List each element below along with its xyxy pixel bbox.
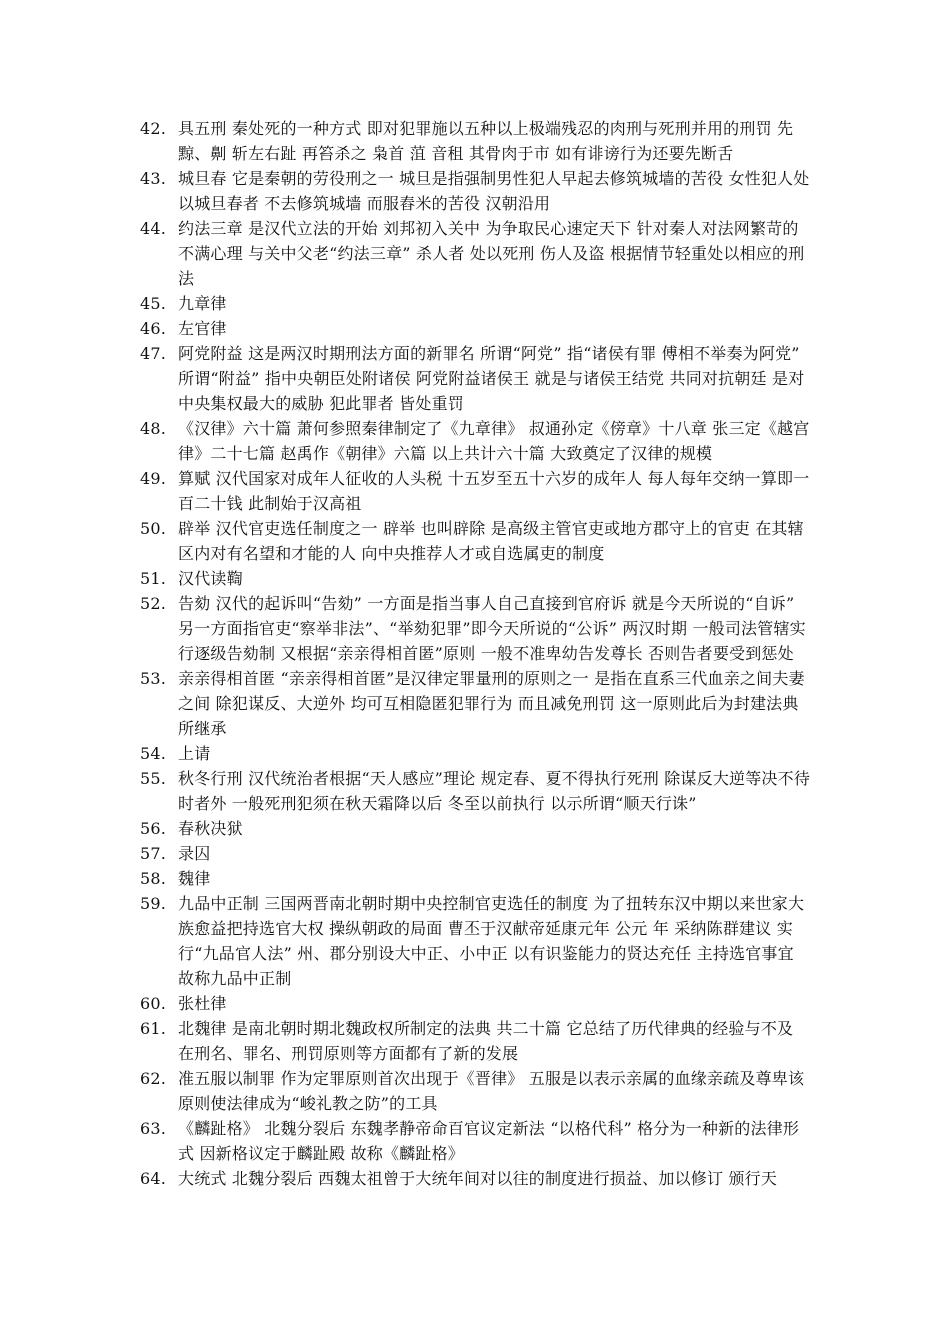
item-text: 春秋决狱	[178, 819, 243, 838]
item-text: 城旦春 它是秦朝的劳役刑之一 城旦是指强制男性犯人早起去修筑城墙的苦役 女性犯人处以城旦春者 不去修筑城墙 而服舂米的苦役 汉朝沿用	[178, 169, 810, 213]
item-number: 49.	[140, 469, 167, 488]
item-text: 秋冬行刑 汉代统治者根据“天人感应”理论 规定春、夏不得执行死刑 除谋反大逆等决不待时者外 一般死刑犯须在秋天霜降以后 冬至以前执行 以示所谓“顺天行诛”	[178, 769, 811, 813]
list-item	[0, 316, 813, 341]
item-number: 47.	[140, 344, 167, 363]
item-number: 50.	[140, 519, 167, 538]
item-number: 45.	[140, 294, 167, 313]
item-number: 44.	[140, 219, 167, 238]
list-item	[0, 666, 813, 741]
list-item	[0, 516, 813, 566]
item-text: 九章律	[178, 294, 227, 313]
item-text: 准五服以制罪 作为定罪原则首次出现于《晋律》 五服是以表示亲属的血缘亲疏及尊卑该原则使法律成为“峻礼教之防”的工具	[178, 1069, 805, 1113]
item-number: 57.	[140, 844, 167, 863]
list-item	[0, 416, 813, 466]
item-text: 录囚	[178, 844, 211, 863]
item-number: 42.	[140, 119, 167, 138]
item-number: 60.	[140, 994, 167, 1013]
list-item	[0, 291, 813, 316]
list-item	[0, 741, 813, 766]
item-text: 张杜律	[178, 994, 227, 1013]
item-number: 53.	[140, 669, 167, 688]
item-text: 具五刑 秦处死的一种方式 即对犯罪施以五种以上极端残忍的肉刑与死刑并用的刑罚 先黥、劓 斩左右趾 再笞杀之 枭首 菹 音租 其骨肉于市 如有诽谤行为还要先断舌	[178, 119, 794, 163]
item-number: 43.	[140, 169, 167, 188]
item-number: 63.	[140, 1119, 167, 1138]
item-number: 62.	[140, 1069, 167, 1088]
item-text: 大统式 北魏分裂后 西魏太祖曾于大统年间对以往的制度进行损益、加以修订 颁行天	[178, 1169, 778, 1188]
item-number: 48.	[140, 419, 167, 438]
item-text: 汉代读鞫	[178, 569, 243, 588]
list-item	[0, 1116, 813, 1166]
item-text: 上请	[178, 744, 211, 763]
item-text: 阿党附益 这是两汉时期刑法方面的新罪名 所谓“阿党” 指“诸侯有罪 傅相不举奏为阿党” 所谓“附益” 指中央朝臣处附诸侯 阿党附益诸侯王 就是与诸侯王结党 共同对抗朝廷 是对中央集权最大的威胁 犯此罪者 皆处重罚	[178, 344, 805, 413]
list-item	[0, 816, 813, 841]
list-item	[0, 466, 813, 516]
item-text: 左官律	[178, 319, 227, 338]
item-number: 64.	[140, 1169, 167, 1188]
list-item	[0, 866, 813, 891]
list-item	[0, 341, 813, 416]
list-item	[0, 566, 813, 591]
item-text: 亲亲得相首匿 “亲亲得相首匿”是汉律定罪量刑的原则之一 是指在直系三代血亲之间夫妻之间 除犯谋反、大逆外 均可互相隐匿犯罪行为 而且减免刑罚 这一原则此后为封建法典所继承	[178, 669, 805, 738]
list-item	[0, 891, 813, 991]
item-text: 魏律	[178, 869, 211, 888]
item-number: 55.	[140, 769, 167, 788]
item-number: 54.	[140, 744, 167, 763]
item-text: 《麟趾格》 北魏分裂后 东魏孝静帝命百官议定新法 “以格代科” 格分为一种新的法律形式 因新格议定于麟趾殿 故称《麟趾格》	[178, 1119, 800, 1163]
list-item	[0, 591, 813, 666]
item-number: 58.	[140, 869, 167, 888]
list-item	[0, 1016, 813, 1066]
item-text: 约法三章 是汉代立法的开始 刘邦初入关中 为争取民心速定天下 针对秦人对法网繁苛的不满心理 与关中父老“约法三章” 杀人者 处以死刑 伤人及盗 根据情节轻重处以相应的刑法	[178, 219, 805, 288]
list-item	[0, 116, 813, 166]
list-item	[0, 991, 813, 1016]
item-text: 告劾 汉代的起诉叫“告劾” 一方面是指当事人自己直接到官府诉 就是今天所说的“自诉” 另一方面指官吏“察举非法”、“举劾犯罪”即今天所说的“公诉” 两汉时期 一般司法管辖实行逐级告劾制 又根据“亲亲得相首匿”原则 一般不准卑幼告发尊长 否则告者要受到惩处	[178, 594, 806, 663]
list-item	[0, 1166, 813, 1191]
item-text: 《汉律》六十篇 萧何参照秦律制定了《九章律》 叔通孙定《傍章》十八章 张三定《越宫律》二十七篇 赵禹作《朝律》六篇 以上共计六十篇 大致奠定了汉律的规模	[178, 419, 810, 463]
item-number: 61.	[140, 1019, 167, 1038]
entry-list	[0, 116, 950, 1191]
item-number: 52.	[140, 594, 167, 613]
item-number: 46.	[140, 319, 167, 338]
item-text: 算赋 汉代国家对成年人征收的人头税 十五岁至五十六岁的成年人 每人每年交纳一算即一百二十钱 此制始于汉高祖	[178, 469, 810, 513]
list-item	[0, 841, 813, 866]
list-item	[0, 766, 813, 816]
item-text: 九品中正制 三国两晋南北朝时期中央控制官吏选任的制度 为了扭转东汉中期以来世家大族愈益把持选官大权 操纵朝政的局面 曹丕于汉献帝延康元年 公元 年 采纳陈群建议 实行“九品官人法” 州、郡分别设大中正、小中正 以有识鉴能力的贤达充任 主持选官事宜 故称九品中正制	[178, 894, 805, 988]
list-item	[0, 216, 813, 291]
item-number: 59.	[140, 894, 167, 913]
item-number: 56.	[140, 819, 167, 838]
item-text: 北魏律 是南北朝时期北魏政权所制定的法典 共二十篇 它总结了历代律典的经验与不及 在刑名、罪名、刑罚原则等方面都有了新的发展	[178, 1019, 794, 1063]
list-item	[0, 166, 813, 216]
list-item	[0, 1066, 813, 1116]
item-text: 辟举 汉代官吏选任制度之一 辟举 也叫辟除 是高级主管官吏或地方郡守上的官吏 在其辖区内对有名望和才能的人 向中央推荐人才或自选属吏的制度	[178, 519, 804, 563]
item-number: 51.	[140, 569, 167, 588]
